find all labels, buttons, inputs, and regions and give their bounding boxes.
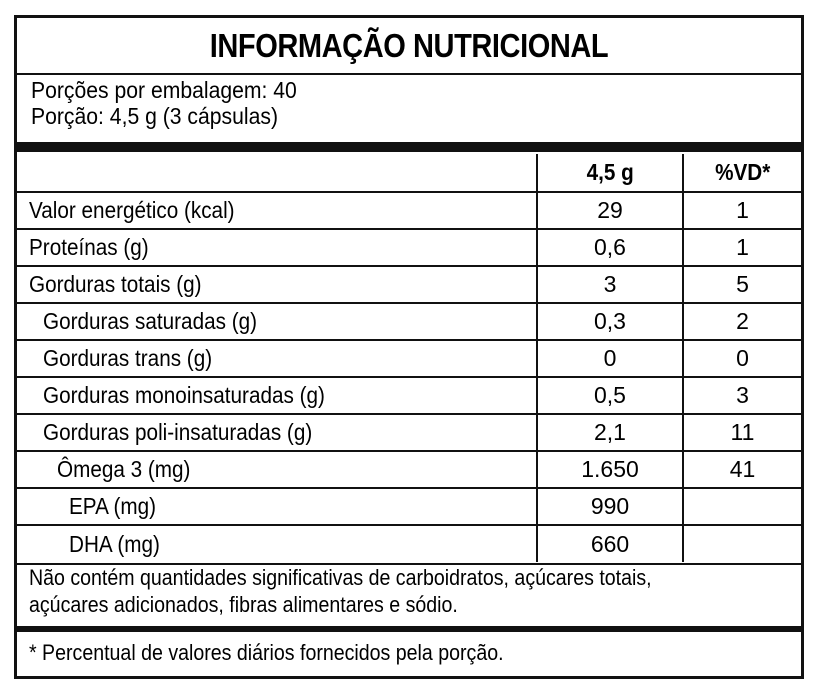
nutrient-amount: 990 <box>537 488 683 525</box>
nutrient-name <box>17 525 537 562</box>
nutrient-daily-value <box>683 525 801 562</box>
nutrient-label: Gorduras monoinsaturadas (g) <box>43 382 325 408</box>
table-row <box>17 414 801 451</box>
nutrient-name <box>17 451 537 488</box>
nutrition-table <box>17 154 801 562</box>
nutrient-name <box>17 414 537 451</box>
nutrient-amount: 0,5 <box>537 377 683 414</box>
nutrient-amount: 0 <box>537 340 683 377</box>
header-amount <box>537 154 683 192</box>
nutrient-amount: 0,6 <box>537 229 683 266</box>
nutrient-name <box>17 303 537 340</box>
nutrient-name <box>17 340 537 377</box>
header-amount-label: 4,5 g <box>586 159 634 185</box>
nutrient-daily-value: 3 <box>683 377 801 414</box>
nutrient-amount: 0,3 <box>537 303 683 340</box>
nutrient-amount: 3 <box>537 266 683 303</box>
table-row <box>17 266 801 303</box>
table-row <box>17 229 801 266</box>
header-thick-divider <box>17 142 801 152</box>
note-line-1: Não contém quantidades significativas de carboidratos, açúcares totais, <box>29 565 652 590</box>
header-daily-value <box>683 154 801 192</box>
panel-title: INFORMAÇÃO NUTRICIONAL <box>209 27 609 64</box>
table-row <box>17 192 801 229</box>
nutrient-name <box>17 192 537 229</box>
nutrient-daily-value: 1 <box>683 192 801 229</box>
daily-value-footnote: * Percentual de valores diários fornecidos pela porção. <box>29 640 504 665</box>
nutrient-name <box>17 266 537 303</box>
servings-info <box>31 77 320 129</box>
title-divider <box>17 73 801 75</box>
nutrient-daily-value: 5 <box>683 266 801 303</box>
nutrient-daily-value: 1 <box>683 229 801 266</box>
nutrient-label: EPA (mg) <box>69 493 157 519</box>
nutrient-label: Valor energético (kcal) <box>29 197 235 223</box>
table-row <box>17 488 801 525</box>
nutrient-amount: 660 <box>537 525 683 562</box>
table-header-row <box>17 154 801 192</box>
nutrient-daily-value: 0 <box>683 340 801 377</box>
header-nutrient <box>17 154 537 192</box>
table-row <box>17 451 801 488</box>
table-row <box>17 303 801 340</box>
nutrient-label: Gorduras totais (g) <box>29 271 202 297</box>
nutrient-amount: 29 <box>537 192 683 229</box>
note-line-2: açúcares adicionados, fibras alimentares e sódio. <box>29 592 458 617</box>
nutrient-name <box>17 377 537 414</box>
nutrient-daily-value: 41 <box>683 451 801 488</box>
nutrient-daily-value: 2 <box>683 303 801 340</box>
nutrient-label: Gorduras poli-insaturadas (g) <box>43 419 313 445</box>
table-row <box>17 525 801 562</box>
nutrient-name <box>17 229 537 266</box>
nutrient-name <box>17 488 537 525</box>
table-row <box>17 340 801 377</box>
portion-size: Porção: 4,5 g (3 cápsulas) <box>31 103 279 129</box>
nutrient-label: DHA (mg) <box>69 530 160 557</box>
header-dv-label: %VD* <box>714 159 771 185</box>
nutrient-label: Proteínas (g) <box>29 234 149 260</box>
nutrient-label: Gorduras saturadas (g) <box>43 308 258 334</box>
nutrient-amount: 1.650 <box>537 451 683 488</box>
table-row <box>17 377 801 414</box>
servings-per-package: Porções por embalagem: 40 <box>31 77 297 103</box>
nutrient-daily-value <box>683 488 801 525</box>
nutrient-amount: 2,1 <box>537 414 683 451</box>
nutrient-label: Gorduras trans (g) <box>43 345 213 371</box>
footer-divider <box>17 626 801 632</box>
nutrient-label: Ômega 3 (mg) <box>57 456 191 482</box>
not-significant-note <box>29 564 729 618</box>
nutrient-daily-value: 11 <box>683 414 801 451</box>
nutrition-facts-panel <box>14 15 804 679</box>
